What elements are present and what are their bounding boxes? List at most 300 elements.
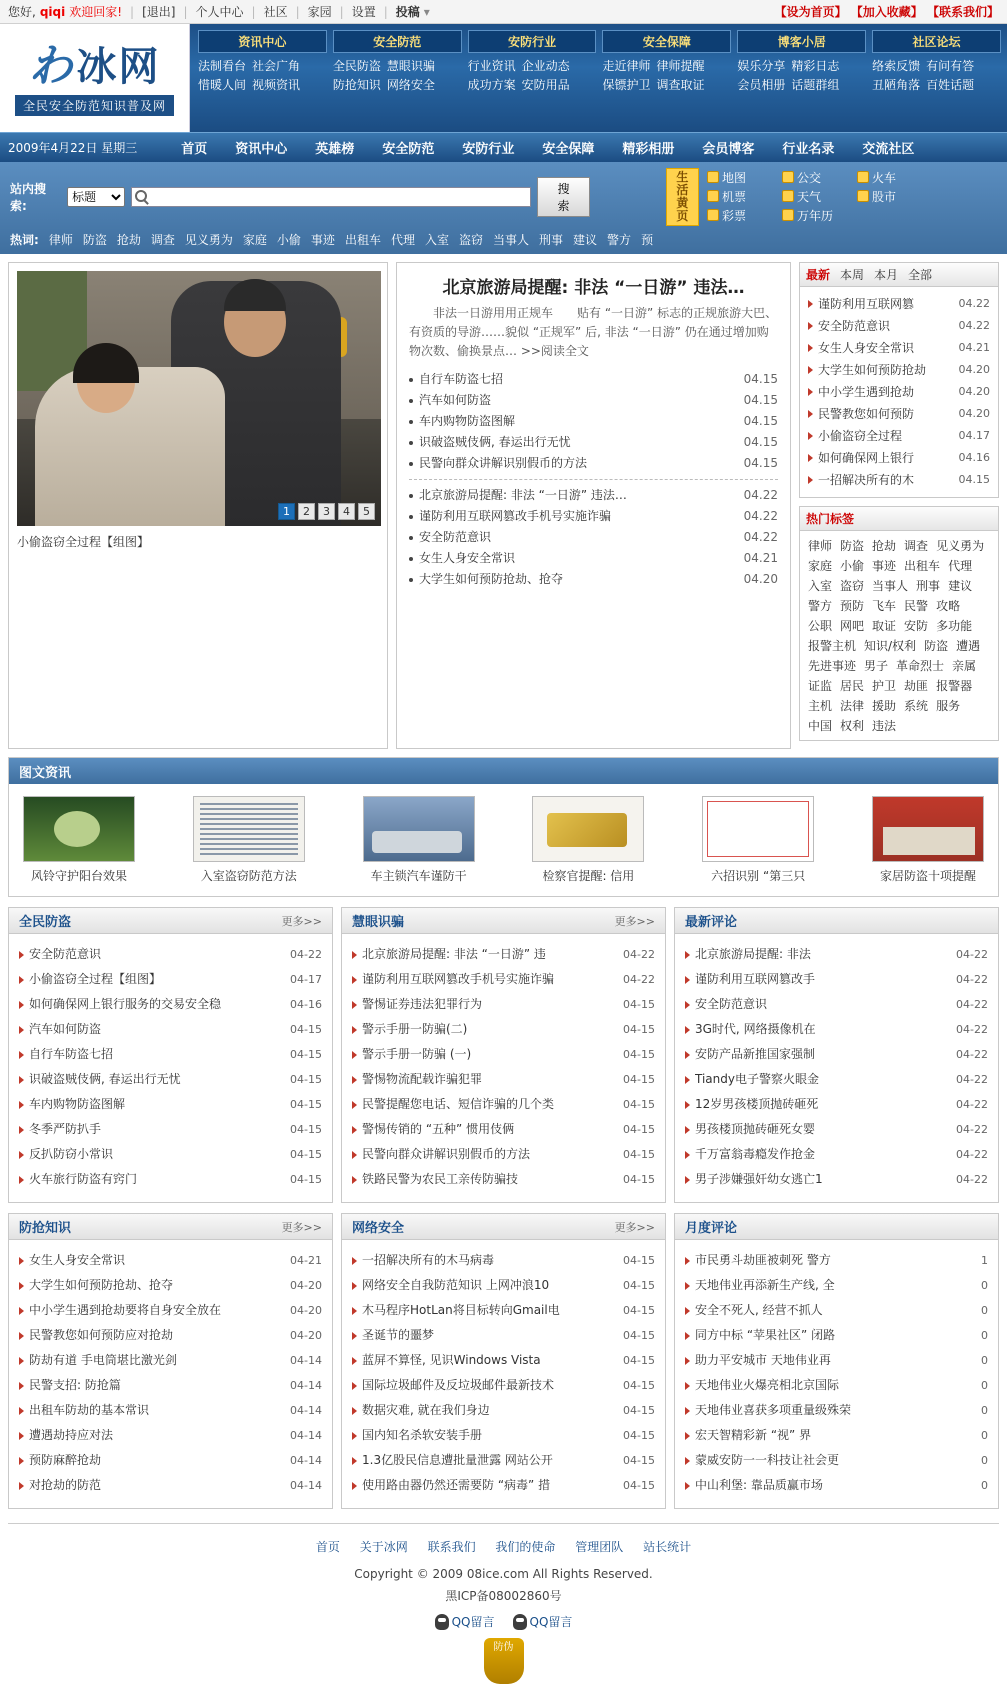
list-item[interactable]: 警惕证券违法犯罪行为 04-15: [352, 992, 655, 1017]
nav-column-title[interactable]: 社区论坛: [872, 30, 1001, 53]
hot-word[interactable]: 防盗: [82, 233, 107, 247]
nav-column-title[interactable]: 博客小居: [737, 30, 866, 53]
list-item[interactable]: 北京旅游局提醒: 非法 04-22: [685, 942, 988, 967]
hot-word[interactable]: 建议: [573, 233, 598, 247]
photo-news-item[interactable]: [193, 796, 305, 884]
list-item[interactable]: 木马程序HotLan将目标转向Gmail电 04-15: [352, 1298, 655, 1323]
nav-link[interactable]: 精彩日志: [791, 59, 840, 73]
hot-word[interactable]: 代理: [390, 233, 415, 247]
tag[interactable]: 见义勇为: [936, 539, 985, 553]
tag[interactable]: 权利: [840, 719, 865, 733]
tag[interactable]: 预防: [840, 599, 865, 613]
feature-list-top: [409, 369, 778, 474]
list-item[interactable]: 网络安全自我防范知识 上网冲浪10 04-15: [352, 1273, 655, 1298]
photo-page-2[interactable]: 2: [298, 503, 315, 520]
block-list: [685, 1248, 988, 1498]
search-icon: [135, 190, 147, 202]
menu-item-news[interactable]: 资讯中心: [235, 142, 288, 157]
tag[interactable]: 报警主机: [808, 639, 857, 653]
tag[interactable]: 抢劫: [872, 539, 897, 553]
tag[interactable]: 当事人: [872, 579, 909, 593]
list-item[interactable]: 预防麻醉抢劫 04-14: [19, 1448, 322, 1473]
footer-link-stats[interactable]: 站长统计: [643, 1540, 692, 1554]
hot-word[interactable]: 刑事: [539, 233, 564, 247]
hot-word[interactable]: 出租车: [344, 233, 381, 247]
tag[interactable]: 防盗: [924, 639, 949, 653]
list-item[interactable]: 谨防利用互联网篡改手 04-22: [685, 967, 988, 992]
user-center-link[interactable]: 个人中心: [195, 5, 244, 19]
tag[interactable]: 盗窃: [840, 579, 865, 593]
nav-column-title[interactable]: 安全防范: [333, 30, 462, 53]
list-item[interactable]: 汽车如何防盗 04.15: [409, 390, 778, 411]
hot-word[interactable]: 入室: [424, 233, 449, 247]
list-item[interactable]: 谨防利用互联网篡改手机号实施诈骗 04.22: [409, 506, 778, 527]
list-item[interactable]: 冬季严防扒手 04-15: [19, 1117, 322, 1142]
calendar-link[interactable]: 万年历: [782, 207, 857, 224]
verification-badge[interactable]: 防伪: [484, 1638, 524, 1684]
tab-month[interactable]: 本月: [874, 268, 899, 282]
menu-item-community[interactable]: 交流社区: [862, 142, 915, 157]
list-item[interactable]: 识破盗贼伎俩, 春运出行无忧 04-15: [19, 1067, 322, 1092]
settings-link[interactable]: 设置: [351, 5, 376, 19]
nav-link[interactable]: 网络安全: [386, 78, 435, 92]
tag[interactable]: 律师: [808, 539, 833, 553]
nav-link[interactable]: 企业动态: [521, 59, 570, 73]
nav-link[interactable]: 娱乐分享: [737, 59, 786, 73]
tag[interactable]: 民警: [904, 599, 929, 613]
list-item[interactable]: 民警教您如何预防应对抢劫 04-20: [19, 1323, 322, 1348]
tag[interactable]: 网吧: [840, 619, 865, 633]
tag[interactable]: 中国: [808, 719, 833, 733]
list-item[interactable]: 12岁男孩楼顶抛砖砸死 04-22: [685, 1092, 988, 1117]
photo-news-title: 图文资讯: [9, 758, 998, 784]
photo-page-3[interactable]: 3: [318, 503, 335, 520]
list-item[interactable]: 圣诞节的噩梦 04-15: [352, 1323, 655, 1348]
footer-link-contact[interactable]: 联系我们: [427, 1540, 476, 1554]
nav-link[interactable]: 视频资讯: [252, 78, 301, 92]
nav-link[interactable]: 全民防盗: [332, 59, 381, 73]
thumbnail-image: [872, 796, 984, 862]
stock-link[interactable]: 股市: [857, 188, 932, 205]
list-item[interactable]: 蒙威安防一一科技让社会更 0: [685, 1448, 988, 1473]
photo-news-item[interactable]: [702, 796, 814, 884]
list-item[interactable]: 如何确保网上银行 04.16: [808, 447, 990, 469]
search-button[interactable]: 搜 索: [537, 177, 589, 217]
nav-link[interactable]: 会员相册: [737, 78, 786, 92]
nav-link[interactable]: 话题群组: [791, 78, 840, 92]
bus-icon: [782, 171, 794, 183]
main-menu-bar: [0, 132, 1007, 162]
tag[interactable]: 法律: [840, 699, 865, 713]
photo-page-5[interactable]: 5: [358, 503, 375, 520]
list-item[interactable]: 大学生如何预防抢劫、抢夺 04.20: [409, 569, 778, 590]
list-item[interactable]: 民警支招: 防抢篇 04-14: [19, 1373, 322, 1398]
feature-photo-caption[interactable]: 小偷盗窃全过程【组图】: [17, 535, 150, 549]
list-item[interactable]: 安全防范意识 04.22: [409, 527, 778, 548]
menu-item-industry[interactable]: 安防行业: [462, 142, 515, 157]
qq-message-link-1[interactable]: QQ留言: [435, 1613, 495, 1630]
thumbnail-image: [193, 796, 305, 862]
train-icon: [857, 171, 869, 183]
search-scope-select[interactable]: [67, 187, 125, 207]
list-item[interactable]: 女生人身安全常识 04-21: [19, 1248, 322, 1273]
tag[interactable]: 取证: [872, 619, 897, 633]
map-icon: [707, 171, 719, 183]
list-item[interactable]: 同方中标 “苹果社区” 闭路 0: [685, 1323, 988, 1348]
menu-item-guarantee[interactable]: 安全保障: [542, 142, 595, 157]
photo-page-1[interactable]: 1: [278, 503, 295, 520]
block-title: 最新评论: [685, 915, 738, 930]
hot-word[interactable]: 抢劫: [116, 233, 141, 247]
nav-column-title[interactable]: 安防行业: [468, 30, 597, 53]
hot-word[interactable]: 警方: [607, 233, 632, 247]
hot-word[interactable]: 小偷: [276, 233, 301, 247]
list-item[interactable]: 女生人身安全常识 04.21: [808, 337, 990, 359]
list-item[interactable]: 自行车防盗七招 04-15: [19, 1042, 322, 1067]
list-item[interactable]: 火车旅行防盗有窍门 04-15: [19, 1167, 322, 1192]
list-item[interactable]: 一招解决所有的木马病毒 04-15: [352, 1248, 655, 1273]
list-item[interactable]: 自行车防盗七招 04.15: [409, 369, 778, 390]
tab-week[interactable]: 本周: [840, 268, 865, 282]
more-link[interactable]: 更多>>: [614, 1220, 655, 1234]
tag[interactable]: 攻略: [936, 599, 961, 613]
search-bar: [0, 162, 1007, 254]
feature-photo[interactable]: [17, 271, 381, 526]
qq-message-link-2[interactable]: QQ留言: [513, 1613, 573, 1630]
list-item[interactable]: 使用路由器仍然还需要防 “病毒” 措 04-15: [352, 1473, 655, 1498]
list-item[interactable]: 一招解决所有的木 04.15: [808, 469, 990, 491]
list-item[interactable]: 出租车防劫的基本常识 04-14: [19, 1398, 322, 1423]
plane-icon: [707, 190, 719, 202]
list-item[interactable]: 安全防范意识 04-22: [19, 942, 322, 967]
list-item[interactable]: 天地伟业火爆亮相北京国际 0: [685, 1373, 988, 1398]
block-list: [685, 942, 988, 1192]
footer-link-team[interactable]: 管理团队: [575, 1540, 624, 1554]
block-quanmin-fangdao: [8, 907, 333, 1203]
add-favorite-link[interactable]: 【加入收藏】: [850, 5, 923, 19]
icp-text: 黑ICP备08002860号: [445, 1589, 562, 1603]
tag[interactable]: 劫匪: [904, 679, 929, 693]
username-label: qiqi: [39, 4, 66, 19]
home-space-link[interactable]: 家园: [307, 5, 332, 19]
tag[interactable]: 入室: [808, 579, 833, 593]
more-link[interactable]: 更多>>: [614, 914, 655, 928]
tag[interactable]: 知识/权利: [864, 639, 917, 653]
list-item[interactable]: 男孩楼顶抛砖砸死女婴 04-22: [685, 1117, 988, 1142]
bus-link[interactable]: 公交: [782, 169, 857, 186]
latest-panel: [799, 262, 999, 498]
tag[interactable]: 出租车: [904, 559, 941, 573]
feature-summary: 非法一日游用用正规车 贴有 “一日游” 标志的正规旅游大巴、有资质的导游……貌似 “正规军” 后, 非法 “一日游” 仍在通过增加购物次数、偷换景点… >>阅读全文: [409, 306, 778, 358]
list-item[interactable]: 民警向群众讲解识别假币的方法 04.15: [409, 453, 778, 474]
block-huiyan-shipian: [341, 907, 666, 1203]
list-item[interactable]: 民警教您如何预防 04.20: [808, 403, 990, 425]
nav-column-safety: [331, 30, 464, 132]
submit-article-link[interactable]: 投稿: [395, 5, 420, 19]
list-item[interactable]: 天地伟业再添新生产线, 全 0: [685, 1273, 988, 1298]
hot-words-label: 热词:: [10, 233, 39, 247]
list-item[interactable]: 反扒防窃小常识 04-15: [19, 1142, 322, 1167]
tag[interactable]: 飞车: [872, 599, 897, 613]
tag[interactable]: 证监: [808, 679, 833, 693]
tag[interactable]: 服务: [936, 699, 961, 713]
more-link[interactable]: 更多>>: [281, 914, 322, 928]
tag[interactable]: 遭遇: [956, 639, 981, 653]
search-input[interactable]: [131, 187, 531, 207]
list-item[interactable]: 男子涉嫌强奸幼女逃亡1 04-22: [685, 1167, 988, 1192]
list-item[interactable]: 中山利堡: 靠品质赢市场 0: [685, 1473, 988, 1498]
photo-pager: [278, 503, 375, 520]
site-footer: [8, 1523, 999, 1694]
list-item[interactable]: 民警向群众讲解识别假币的方法 04-15: [352, 1142, 655, 1167]
hot-word[interactable]: 律师: [48, 233, 73, 247]
tag[interactable]: 家庭: [808, 559, 833, 573]
penguin-icon: [513, 1614, 527, 1630]
list-item[interactable]: 车内购物防盗图解 04.15: [409, 411, 778, 432]
list-item[interactable]: 民警提醒您电话、短信诈骗的几个类 04-15: [352, 1092, 655, 1117]
thumbnail-caption: 入室盗窃防范方法: [200, 869, 297, 883]
list-item[interactable]: 女生人身安全常识 04.21: [409, 548, 778, 569]
list-item[interactable]: 安全不死人, 经营不抓人 0: [685, 1298, 988, 1323]
photo-news-item[interactable]: [363, 796, 475, 884]
weather-link[interactable]: 天气: [782, 188, 857, 205]
hot-word[interactable]: 预: [641, 233, 654, 247]
nav-link[interactable]: 安防用品: [521, 78, 570, 92]
list-item[interactable]: 3G时代, 网络摄像机在 04-22: [685, 1017, 988, 1042]
block-list: [352, 1248, 655, 1498]
nav-link[interactable]: 百姓话题: [926, 78, 975, 92]
logo-icon: わ: [28, 40, 73, 92]
quick-icon-links: [707, 169, 997, 226]
tag[interactable]: 代理: [948, 559, 973, 573]
list-item[interactable]: 对抢劫的防范 04-14: [19, 1473, 322, 1498]
nav-column-industry: [466, 30, 599, 132]
latest-panel-tabs: [800, 263, 998, 287]
main-content: [0, 254, 1007, 1702]
list-item[interactable]: 警示手册一防骗(二) 04-15: [352, 1017, 655, 1042]
thumbnail-caption: 风铃守护阳台效果: [30, 869, 127, 883]
train-link[interactable]: 火车: [857, 169, 932, 186]
photo-news-item[interactable]: [872, 796, 984, 884]
tag[interactable]: 援助: [872, 699, 897, 713]
tag[interactable]: 警方: [808, 599, 833, 613]
list-item[interactable]: 中小学生遇到抢劫 04.20: [808, 381, 990, 403]
list-item[interactable]: 市民勇斗劫匪被刺死 警方 1: [685, 1248, 988, 1273]
content-blocks-row-2: [8, 1213, 999, 1509]
thumbnail-image: [702, 796, 814, 862]
list-divider: [409, 479, 778, 480]
list-item[interactable]: 宏天智精彩新 “视” 界 0: [685, 1423, 988, 1448]
list-item[interactable]: 汽车如何防盗 04-15: [19, 1017, 322, 1042]
tag[interactable]: 护卫: [872, 679, 897, 693]
nav-link[interactable]: 成功方案: [467, 78, 516, 92]
nav-link[interactable]: 行业资讯: [467, 59, 516, 73]
list-item[interactable]: 国内知名杀软安装手册 04-15: [352, 1423, 655, 1448]
list-item[interactable]: 遭遇劫持应对法 04-14: [19, 1423, 322, 1448]
hot-word[interactable]: 事迹: [310, 233, 335, 247]
list-item[interactable]: 天地伟业喜获多项重量级殊荣 0: [685, 1398, 988, 1423]
nav-column-title[interactable]: 资讯中心: [198, 30, 327, 53]
tag[interactable]: 亲属: [952, 659, 977, 673]
contact-us-link[interactable]: 【联系我们】: [926, 5, 999, 19]
tag[interactable]: 公职: [808, 619, 833, 633]
photo-news-item[interactable]: [532, 796, 644, 884]
thumbnail-caption: 六招识别 “第三只: [711, 869, 806, 883]
tag[interactable]: 革命烈士: [896, 659, 945, 673]
list-item[interactable]: 小偷盗窃全过程 04.17: [808, 425, 990, 447]
life-yellowpages-button[interactable]: 生活 黄页: [666, 168, 699, 226]
list-item[interactable]: 识破盗贼伎俩, 春运出行无忧 04.15: [409, 432, 778, 453]
nav-link[interactable]: 社会广角: [252, 59, 301, 73]
tag[interactable]: 多功能: [936, 619, 973, 633]
list-item[interactable]: 中小学生遇到抢劫要将自身安全放在 04-20: [19, 1298, 322, 1323]
list-item[interactable]: 数据灾难, 就在我们身边 04-15: [352, 1398, 655, 1423]
feature-news-box: [396, 262, 791, 749]
tag[interactable]: 建议: [948, 579, 973, 593]
map-link[interactable]: 地图: [707, 169, 782, 186]
tag[interactable]: 安防: [904, 619, 929, 633]
list-item[interactable]: 谨防利用互联网篡 04.22: [808, 293, 990, 315]
nav-column-forum: [870, 30, 1003, 132]
nav-link[interactable]: 络索反馈: [872, 59, 921, 73]
logo-area[interactable]: [0, 24, 190, 132]
tag[interactable]: 小偷: [840, 559, 865, 573]
menu-item-heroes[interactable]: 英雄榜: [315, 142, 355, 157]
tag[interactable]: 报警器: [936, 679, 973, 693]
tag[interactable]: 男子: [864, 659, 889, 673]
nav-link[interactable]: 慧眼识骗: [386, 59, 435, 73]
tag[interactable]: 先进事迹: [808, 659, 857, 673]
nav-column-title[interactable]: 安全保障: [602, 30, 731, 53]
photo-news-item[interactable]: [23, 796, 135, 884]
list-item[interactable]: 大学生如何预防抢劫、抢夺 04-20: [19, 1273, 322, 1298]
block-latest-comments: [674, 907, 999, 1203]
right-sidebar: [799, 262, 999, 749]
list-item[interactable]: 如何确保网上银行服务的交易安全稳 04-16: [19, 992, 322, 1017]
feature-list-bottom: [409, 485, 778, 590]
set-homepage-link[interactable]: 【设为首页】: [774, 5, 847, 19]
footer-links: [8, 1538, 999, 1555]
footer-link-about[interactable]: 关于冰网: [359, 1540, 408, 1554]
nav-link[interactable]: 丑陋角落: [872, 78, 921, 92]
latest-list: [808, 293, 990, 491]
menu-item-home[interactable]: 首页: [181, 142, 208, 157]
nav-link[interactable]: 有问有答: [926, 59, 975, 73]
nav-column-blog: [735, 30, 868, 132]
block-monthly-comments: [674, 1213, 999, 1509]
list-item[interactable]: 安全防范意识 04-22: [685, 992, 988, 1017]
tag[interactable]: 调查: [904, 539, 929, 553]
flight-link[interactable]: 机票: [707, 188, 782, 205]
list-item[interactable]: 千万富翁毒瘾发作抢金 04-22: [685, 1142, 988, 1167]
tag[interactable]: 系统: [904, 699, 929, 713]
menu-item-album[interactable]: 精彩相册: [622, 142, 675, 157]
tag[interactable]: 主机: [808, 699, 833, 713]
menu-item-safety[interactable]: 安全防范: [382, 142, 435, 157]
list-item[interactable]: 防劫有道 手电筒堪比激光剑 04-14: [19, 1348, 322, 1373]
lottery-link[interactable]: 彩票: [707, 207, 782, 224]
list-item[interactable]: 警示手册一防骗 (一) 04-15: [352, 1042, 655, 1067]
list-item[interactable]: 1.3亿股民信息遭批量泄露 网站公开 04-15: [352, 1448, 655, 1473]
list-item[interactable]: 小偷盗窃全过程【组图】 04-17: [19, 967, 322, 992]
feature-photo-box: [8, 262, 388, 749]
thumbnail-image: [363, 796, 475, 862]
nav-link[interactable]: 防抢知识: [332, 78, 381, 92]
footer-link-home[interactable]: 首页: [315, 1540, 340, 1554]
list-item[interactable]: 助力平安城市 天地伟业再 0: [685, 1348, 988, 1373]
feature-headline[interactable]: 北京旅游局提醒: 非法 “一日游” 违法…: [442, 278, 745, 298]
menu-item-blog[interactable]: 会员博客: [702, 142, 755, 157]
logout-link[interactable]: [退出]: [142, 5, 176, 19]
nav-link[interactable]: 惜暖人间: [198, 78, 247, 92]
hot-word[interactable]: 调查: [150, 233, 175, 247]
header-nav-columns: [190, 24, 1007, 132]
thumbnail-image: [532, 796, 644, 862]
block-fangqiang-zhishi: [8, 1213, 333, 1509]
block-title: 网络安全: [352, 1221, 405, 1236]
current-date: 2009年4月22日 星期三: [8, 141, 138, 155]
block-list: [19, 942, 322, 1192]
block-list: [352, 942, 655, 1192]
community-link[interactable]: 社区: [263, 5, 288, 19]
photo-news-section: [8, 757, 999, 897]
list-item[interactable]: 警惕物流配载诈骗犯罪 04-15: [352, 1067, 655, 1092]
footer-link-mission[interactable]: 我们的使命: [495, 1540, 556, 1554]
list-item[interactable]: 北京旅游局提醒: 非法 “一日游” 违 04-22: [352, 942, 655, 967]
list-item[interactable]: 安全防范意识 04.22: [808, 315, 990, 337]
list-item[interactable]: 大学生如何预防抢劫 04.20: [808, 359, 990, 381]
list-item[interactable]: 蓝屏不算怪, 见识Windows Vista 04-15: [352, 1348, 655, 1373]
nav-link[interactable]: 律师提醒: [656, 59, 705, 73]
list-item[interactable]: 北京旅游局提醒: 非法 “一日游” 违法… 04.22: [409, 485, 778, 506]
list-item[interactable]: 安防产品新推国家强制 04-22: [685, 1042, 988, 1067]
list-item[interactable]: 谨防利用互联网篡改手机号实施诈骗 04-22: [352, 967, 655, 992]
tag[interactable]: 刑事: [916, 579, 941, 593]
list-item[interactable]: 车内购物防盗图解 04-15: [19, 1092, 322, 1117]
top-utility-bar: 您好, qiqi 欢迎回家! | [退出] | 个人中心 | 社区 | 家园 | 设置 | 投稿 ▾ 【设为首页】 【加入收藏】 【联系我们】: [0, 0, 1007, 24]
tag[interactable]: 违法: [872, 719, 897, 733]
hot-word[interactable]: 家庭: [242, 233, 267, 247]
list-item[interactable]: Tiandy电子警察火眼金 04-22: [685, 1067, 988, 1092]
menu-item-directory[interactable]: 行业名录: [782, 142, 835, 157]
nav-column-guarantee: [600, 30, 733, 132]
block-title: 月度评论: [685, 1221, 738, 1236]
nav-link[interactable]: 法制看台: [198, 59, 247, 73]
list-item[interactable]: 国际垃圾邮件及反垃圾邮件最新技术 04-15: [352, 1373, 655, 1398]
main-menu-items: [167, 138, 928, 157]
thumbnail-caption: 车主锁汽车谨防干: [370, 869, 467, 883]
nav-link[interactable]: 走近律师: [602, 59, 651, 73]
block-wangluo-anquan: [341, 1213, 666, 1509]
list-item[interactable]: 警惕传销的 “五种” 惯用伎俩 04-15: [352, 1117, 655, 1142]
nav-link[interactable]: 保镖护卫: [602, 78, 651, 92]
tab-all[interactable]: 全部: [908, 268, 933, 282]
copyright-text: Copyright © 2009 08ice.com All Rights Reserved.: [354, 1567, 653, 1581]
tag[interactable]: 事迹: [872, 559, 897, 573]
list-item[interactable]: 铁路民警为农民工亲传防骗技 04-15: [352, 1167, 655, 1192]
tab-latest[interactable]: 最新: [806, 268, 831, 282]
more-link[interactable]: 更多>>: [281, 1220, 322, 1234]
tag[interactable]: 防盗: [840, 539, 865, 553]
lottery-icon: [707, 209, 719, 221]
qq-contact-row: [8, 1613, 999, 1630]
hot-word[interactable]: 盗窃: [458, 233, 483, 247]
tag[interactable]: 居民: [840, 679, 865, 693]
hot-word[interactable]: 见义勇为: [184, 233, 233, 247]
hot-word[interactable]: 当事人: [493, 233, 530, 247]
photo-page-4[interactable]: 4: [338, 503, 355, 520]
nav-link[interactable]: 调查取证: [656, 78, 705, 92]
